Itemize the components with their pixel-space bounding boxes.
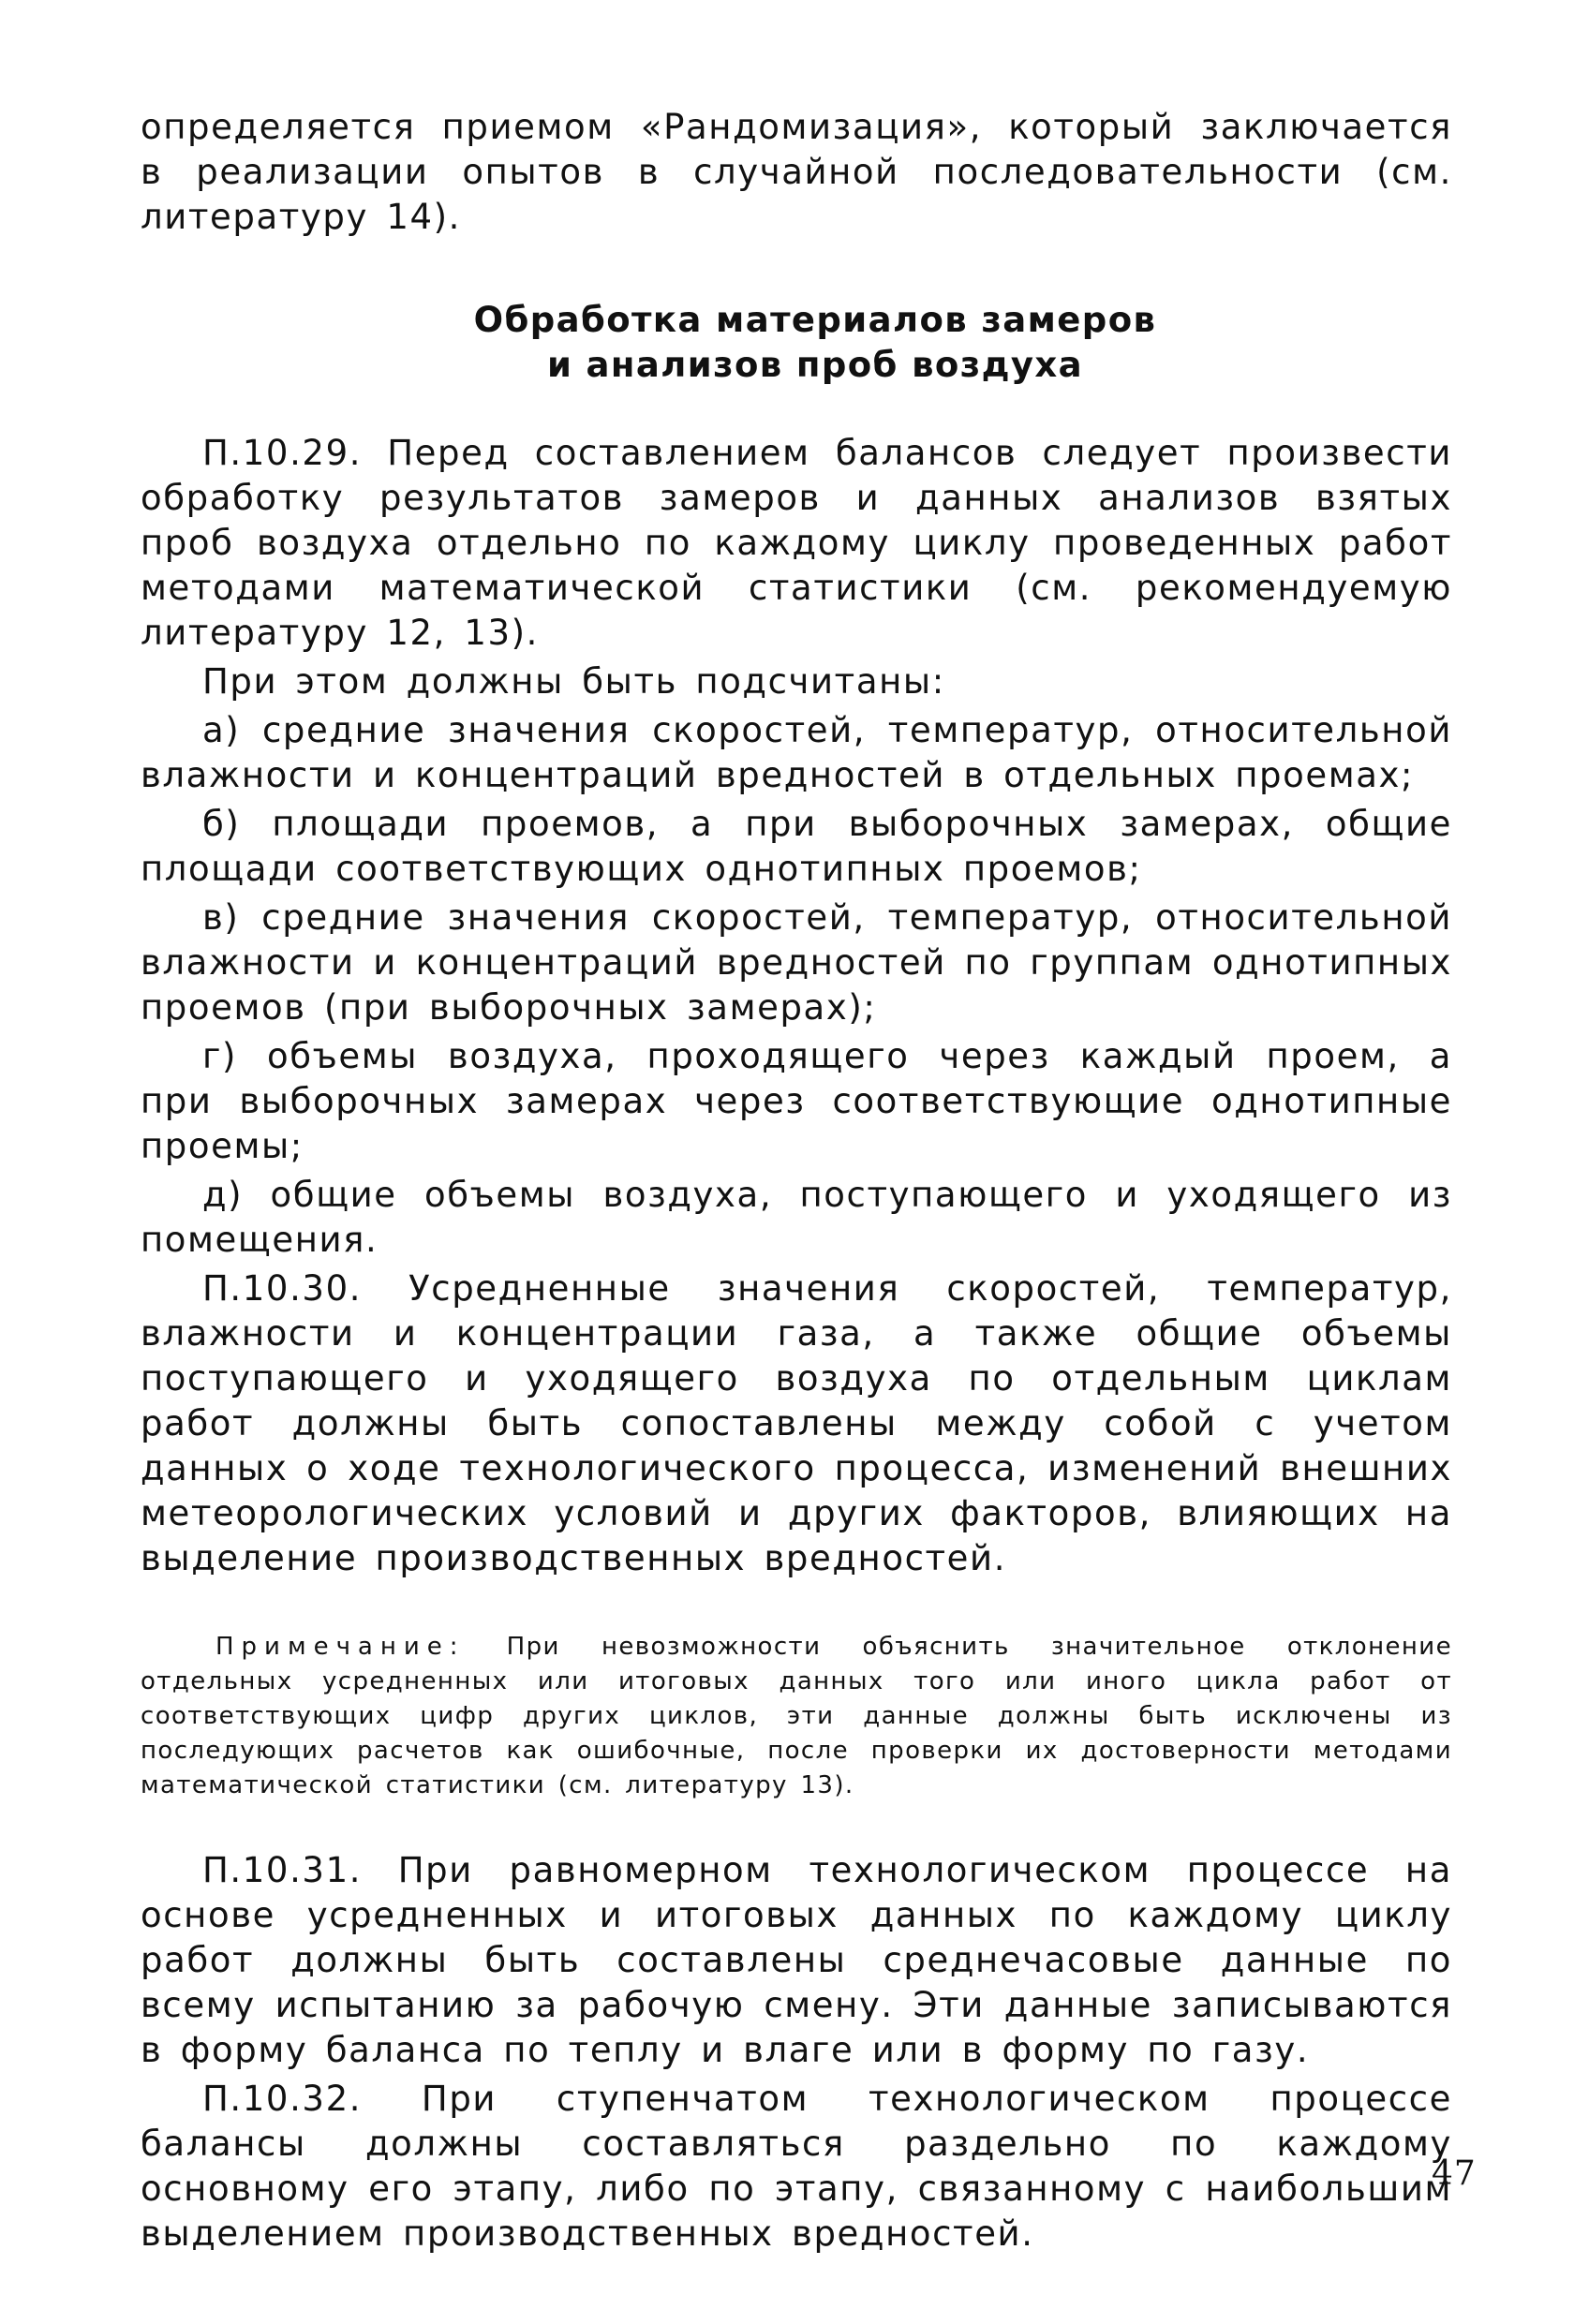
page-number: 47 [1432,2154,1477,2193]
section-heading [141,298,1452,388]
list-item-v: в) средние значения скоростей, температур, относительной влажности и концентраций вредностей по группам однотипных проемов (при выборочных замерах); [141,897,1452,1028]
list-item-g: г) объемы воздуха, проходящего через каждый проем, а при выборочных замерах через соответствующие однотипные проемы; [141,1036,1452,1166]
note-block [141,1630,1452,1803]
section-heading-line-2: и анализов проб воздуха [546,345,1084,385]
note-label: Примечание: [215,1633,466,1661]
note-text: При невозможности объяснить значительное отклонение отдельных усредненных или итоговых данных того или иного цикла работ от соответствующих цифр других циклов, эти данные должны быть исключены из последующих расчетов как ошибочные, после проверки их достоверности методами математической статистики (см. литературу 13). [141,1633,1452,1799]
section-heading-line-1: Обработка материалов замеров [473,300,1157,340]
paragraph-10-30: П.10.30. Усредненные значения скоростей, температур, влажности и концентрации газа, а также общие объемы поступающего и уходящего воздуха по отдельным циклам работ должны быть сопоставлены между собой с учетом данных о ходе технологического процесса, изменений внешних метеорологических условий и других факторов, влияющих на выделение производственных вредностей. [141,1268,1452,1578]
list-intro: При этом должны быть подсчитаны: [202,661,945,702]
document-page [141,105,1452,2257]
list-item-a: а) средние значения скоростей, температур, относительной влажности и концентраций вредностей в отдельных проемах; [141,710,1452,795]
list-item-b: б) площади проемов, а при выборочных замерах, общие площади соответствующих однотипных проемов; [141,804,1452,889]
paragraph-10-32: П.10.32. При ступенчатом технологическом процессе балансы должны составляться раздельно по каждому основному его этапу, либо по этапу, связанному с наибольшим выделением производственных вредностей. [141,2079,1452,2254]
intro-paragraph: определяется приемом «Рандомизация», который заключается в реализации опытов в случайной последовательности (см. литературу 14). [141,107,1452,237]
paragraph-10-31: П.10.31. При равномерном технологическом процессе на основе усредненных и итоговых данных по каждому циклу работ должны быть составлены среднечасовые данные по всему испытанию за рабочую смену. Эти данные записываются в форму баланса по теплу и влаге или в форму по газу. [141,1850,1452,2070]
paragraph-10-29: П.10.29. Перед составлением балансов следует произвести обработку результатов замеров и данных анализов взятых проб воздуха отдельно по каждому циклу проведенных работ методами математической статистики (см. рекомендуемую литературу 12, 13). [141,433,1452,653]
list-item-d: д) общие объемы воздуха, поступающего и уходящего из помещения. [141,1175,1452,1260]
